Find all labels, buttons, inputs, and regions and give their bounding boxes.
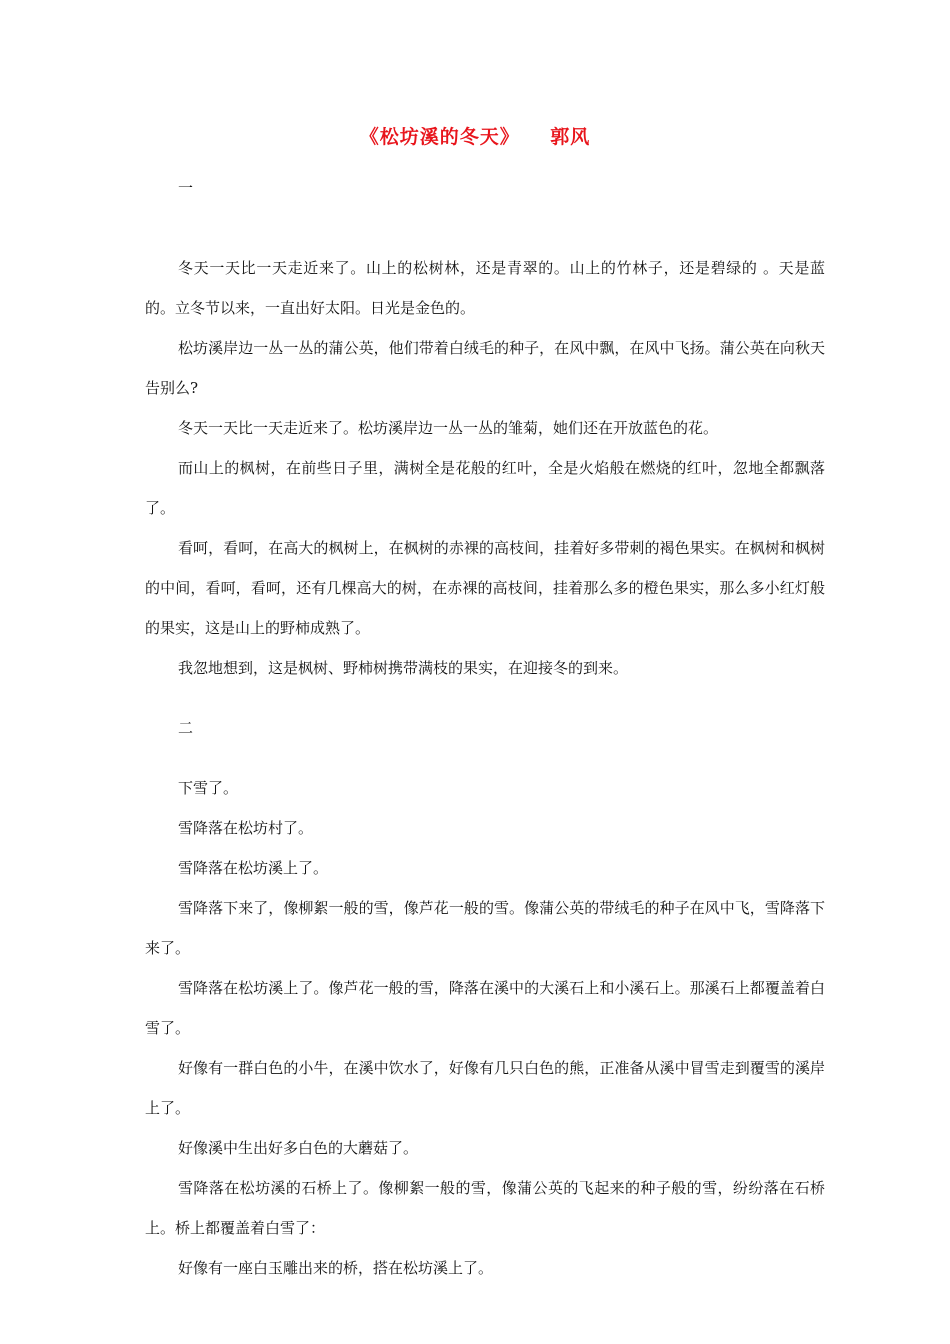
paragraph: 好像有一座白玉雕出来的桥，搭在松坊溪上了。	[178, 1259, 494, 1277]
blank-line	[145, 208, 825, 248]
document-body	[145, 168, 825, 1288]
paragraph: 雪降落在松坊溪的石桥上了。像柳絮一般的雪，像蒲公英的飞起来的种子般的雪，纷纷落在石桥上。桥上都覆盖着白雪了：	[145, 1179, 825, 1237]
paragraph: 雪降落在松坊溪上了。像芦花一般的雪，降落在溪中的大溪石上和小溪石上。那溪石上都覆盖着白雪了。	[145, 979, 825, 1037]
paragraph: 雪降落在松坊村了。	[178, 819, 314, 837]
paragraph: 雪降落在松坊溪上了。	[178, 859, 329, 877]
paragraph: 看呵，看呵，在高大的枫树上，在枫树的赤裸的高枝间，挂着好多带刺的褐色果实。在枫树和枫树的中间，看呵，看呵，还有几棵高大的树，在赤裸的高枝间，挂着那么多的橙色果实，那么多小红灯般的果实，这是山上的野柿成熟了。	[145, 539, 825, 637]
section-gap	[145, 688, 825, 708]
paragraph: 我忽地想到，这是枫树、野柿树携带满枝的果实，在迎接冬的到来。	[178, 659, 629, 677]
paragraph: 好像溪中生出好多白色的大蘑菇了。	[178, 1139, 419, 1157]
paragraph: 冬天一天比一天走近来了。山上的松树林，还是青翠的。山上的竹林子，还是碧绿的 。天是蓝的。立冬节以来，一直出好太阳。日光是金色的。	[145, 259, 825, 317]
paragraph: 松坊溪岸边一丛一丛的蒲公英，他们带着白绒毛的种子，在风中飘，在风中飞扬。蒲公英在向秋天告别么?	[145, 339, 825, 397]
paragraph: 冬天一天比一天走近来了。松坊溪岸边一丛一丛的雏菊，她们还在开放蓝色的花。	[178, 419, 719, 437]
section-1-mark: 一	[178, 179, 194, 197]
section-2-mark: 二	[178, 719, 194, 737]
document-title: 《松坊溪的冬天》 郭风	[359, 126, 591, 148]
paragraph: 雪降落下来了，像柳絮一般的雪，像芦花一般的雪。像蒲公英的带绒毛的种子在风中飞，雪降落下来了。	[145, 899, 825, 957]
paragraph: 好像有一群白色的小牛，在溪中饮水了，好像有几只白色的熊，正准备从溪中冒雪走到覆雪的溪岸上了。	[145, 1059, 825, 1117]
paragraph: 下雪了。	[178, 779, 239, 797]
paragraph: 而山上的枫树，在前些日子里，满树全是花般的红叶，全是火焰般在燃烧的红叶，忽地全都飘落了。	[145, 459, 825, 517]
section-gap	[145, 748, 825, 768]
